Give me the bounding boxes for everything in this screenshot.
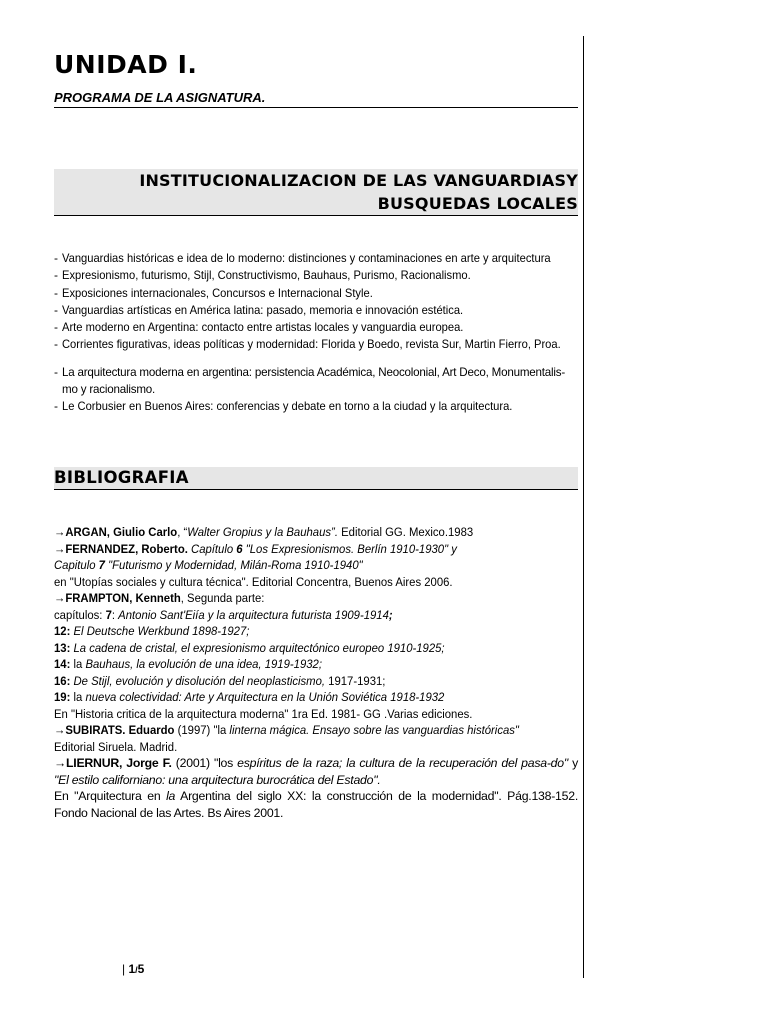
unit-subtitle: PROGRAMA DE LA ASIGNATURA. [54, 90, 578, 108]
bib-frampton-chapter-12: 12: El Deutsche Werkbund 1898-1927; [54, 624, 250, 638]
arrow-icon: → [54, 723, 66, 737]
bib-entry-fernandez-source: en "Utopías sociales y cultura técnica". Editorial Concentra, Buenos Aires 2006. [54, 574, 453, 589]
topic-item: - Corrientes figurativas, ideas políticas y modernidad: Florida y Boedo, revista Sur, Martin Fierro, Proa. [54, 336, 578, 353]
topic-item: - Arte moderno en Argentina: contacto entre artistas locales y vanguardia europea. [54, 319, 578, 336]
arrow-icon: → [54, 591, 66, 605]
bib-entry-fernandez-cont: Capitulo 7 "Futurismo y Modernidad, Milán-Roma 1910-1940" [54, 558, 363, 572]
bib-frampton-chapter-19: 19: la nueva colectividad: Arte y Arquitectura en la Unión Soviética 1918-1932 [54, 690, 445, 704]
arrow-icon: → [54, 756, 67, 770]
unit-title: UNIDAD I. [54, 50, 198, 79]
bib-frampton-chapter-7: capítulos: 7: Antonio Sant'Eiía y la arquitectura futurista 1909-1914; [54, 607, 393, 622]
page-number: | 1/5 [122, 962, 145, 976]
bib-frampton-chapter-13: 13: La cadena de cristal, el expresionismo arquitectónico europeo 1910-1925; [54, 640, 445, 655]
bib-entry-subirats: →SUBIRATS. Eduardo (1997) "la linterna mágica. Ensayo sobre las vanguardias históricas" [54, 723, 519, 737]
bib-entry-frampton: →FRAMPTON, Kenneth, Segunda parte: [54, 591, 265, 605]
topic-item: - Le Corbusier en Buenos Aires: conferencias y debate en torno a la ciudad y la arquitectura. [54, 398, 578, 415]
bib-frampton-chapter-14: 14: la Bauhaus, la evolución de una idea, 1919-1932; [54, 657, 322, 671]
section-heading-line2: BUSQUEDAS LOCALES [377, 194, 578, 213]
bib-entry-fernandez: →FERNANDEZ, Roberto. Capítulo 6 "Los Expresionismos. Berlín 1910-1930" y [54, 541, 457, 556]
bib-entry-argan: →ARGAN, Giulio Carlo, “Walter Gropius y la Bauhaus”. Editorial GG. Mexico.1983 [54, 525, 474, 539]
bib-entry-liernur-source: En "Arquitectura en la Argentina del siglo XX: la construcción de la modernidad". Pág.138-152. Fondo Nacional de las Artes. Bs Aires 2001. [54, 789, 578, 820]
topic-item: - Expresionismo, futurismo, Stijl, Constructivismo, Bauhaus, Purismo, Racionalismo. [54, 267, 578, 284]
section-heading-line1: INSTITUCIONALIZACION DE LAS VANGUARDIASY [139, 171, 578, 190]
topic-item: - Vanguardias históricas e idea de lo moderno: distinciones y contaminaciones en arte y arquitectura [54, 250, 578, 267]
arrow-icon: → [54, 541, 66, 556]
bib-frampton-chapter-16: 16: De Stijl, evolución y disolución del neoplasticismo, 1917-1931; [54, 673, 386, 688]
bibliography-heading: BIBLIOGRAFIA [54, 467, 578, 490]
bib-entry-liernur: →LIERNUR, Jorge F. (2001) "los espíritus de la raza; la cultura de la recuperación del pasa-do" y "El estilo californiano: una arquitectura burocrática del Estado". [54, 756, 579, 787]
bibliography-list [54, 524, 578, 821]
bib-entry-frampton-source: En "Historia critica de la arquitectura moderna" 1ra Ed. 1981- GG .Varias ediciones. [54, 706, 473, 721]
topic-item: - Exposiciones internacionales, Concursos e Internacional Style. [54, 285, 578, 302]
topic-item: - La arquitectura moderna en argentina: persistencia Académica, Neocolonial, Art Deco, Monumentalis-mo y racionalismo. [54, 364, 578, 399]
bib-entry-subirats-publisher: Editorial Siruela. Madrid. [54, 739, 178, 754]
arrow-icon: → [54, 525, 66, 539]
topic-list [54, 250, 578, 416]
topic-item: - Vanguardias artísticas en América latina: pasado, memoria e innovación estética. [54, 302, 578, 319]
margin-rule [583, 36, 584, 978]
section-heading [54, 169, 578, 216]
